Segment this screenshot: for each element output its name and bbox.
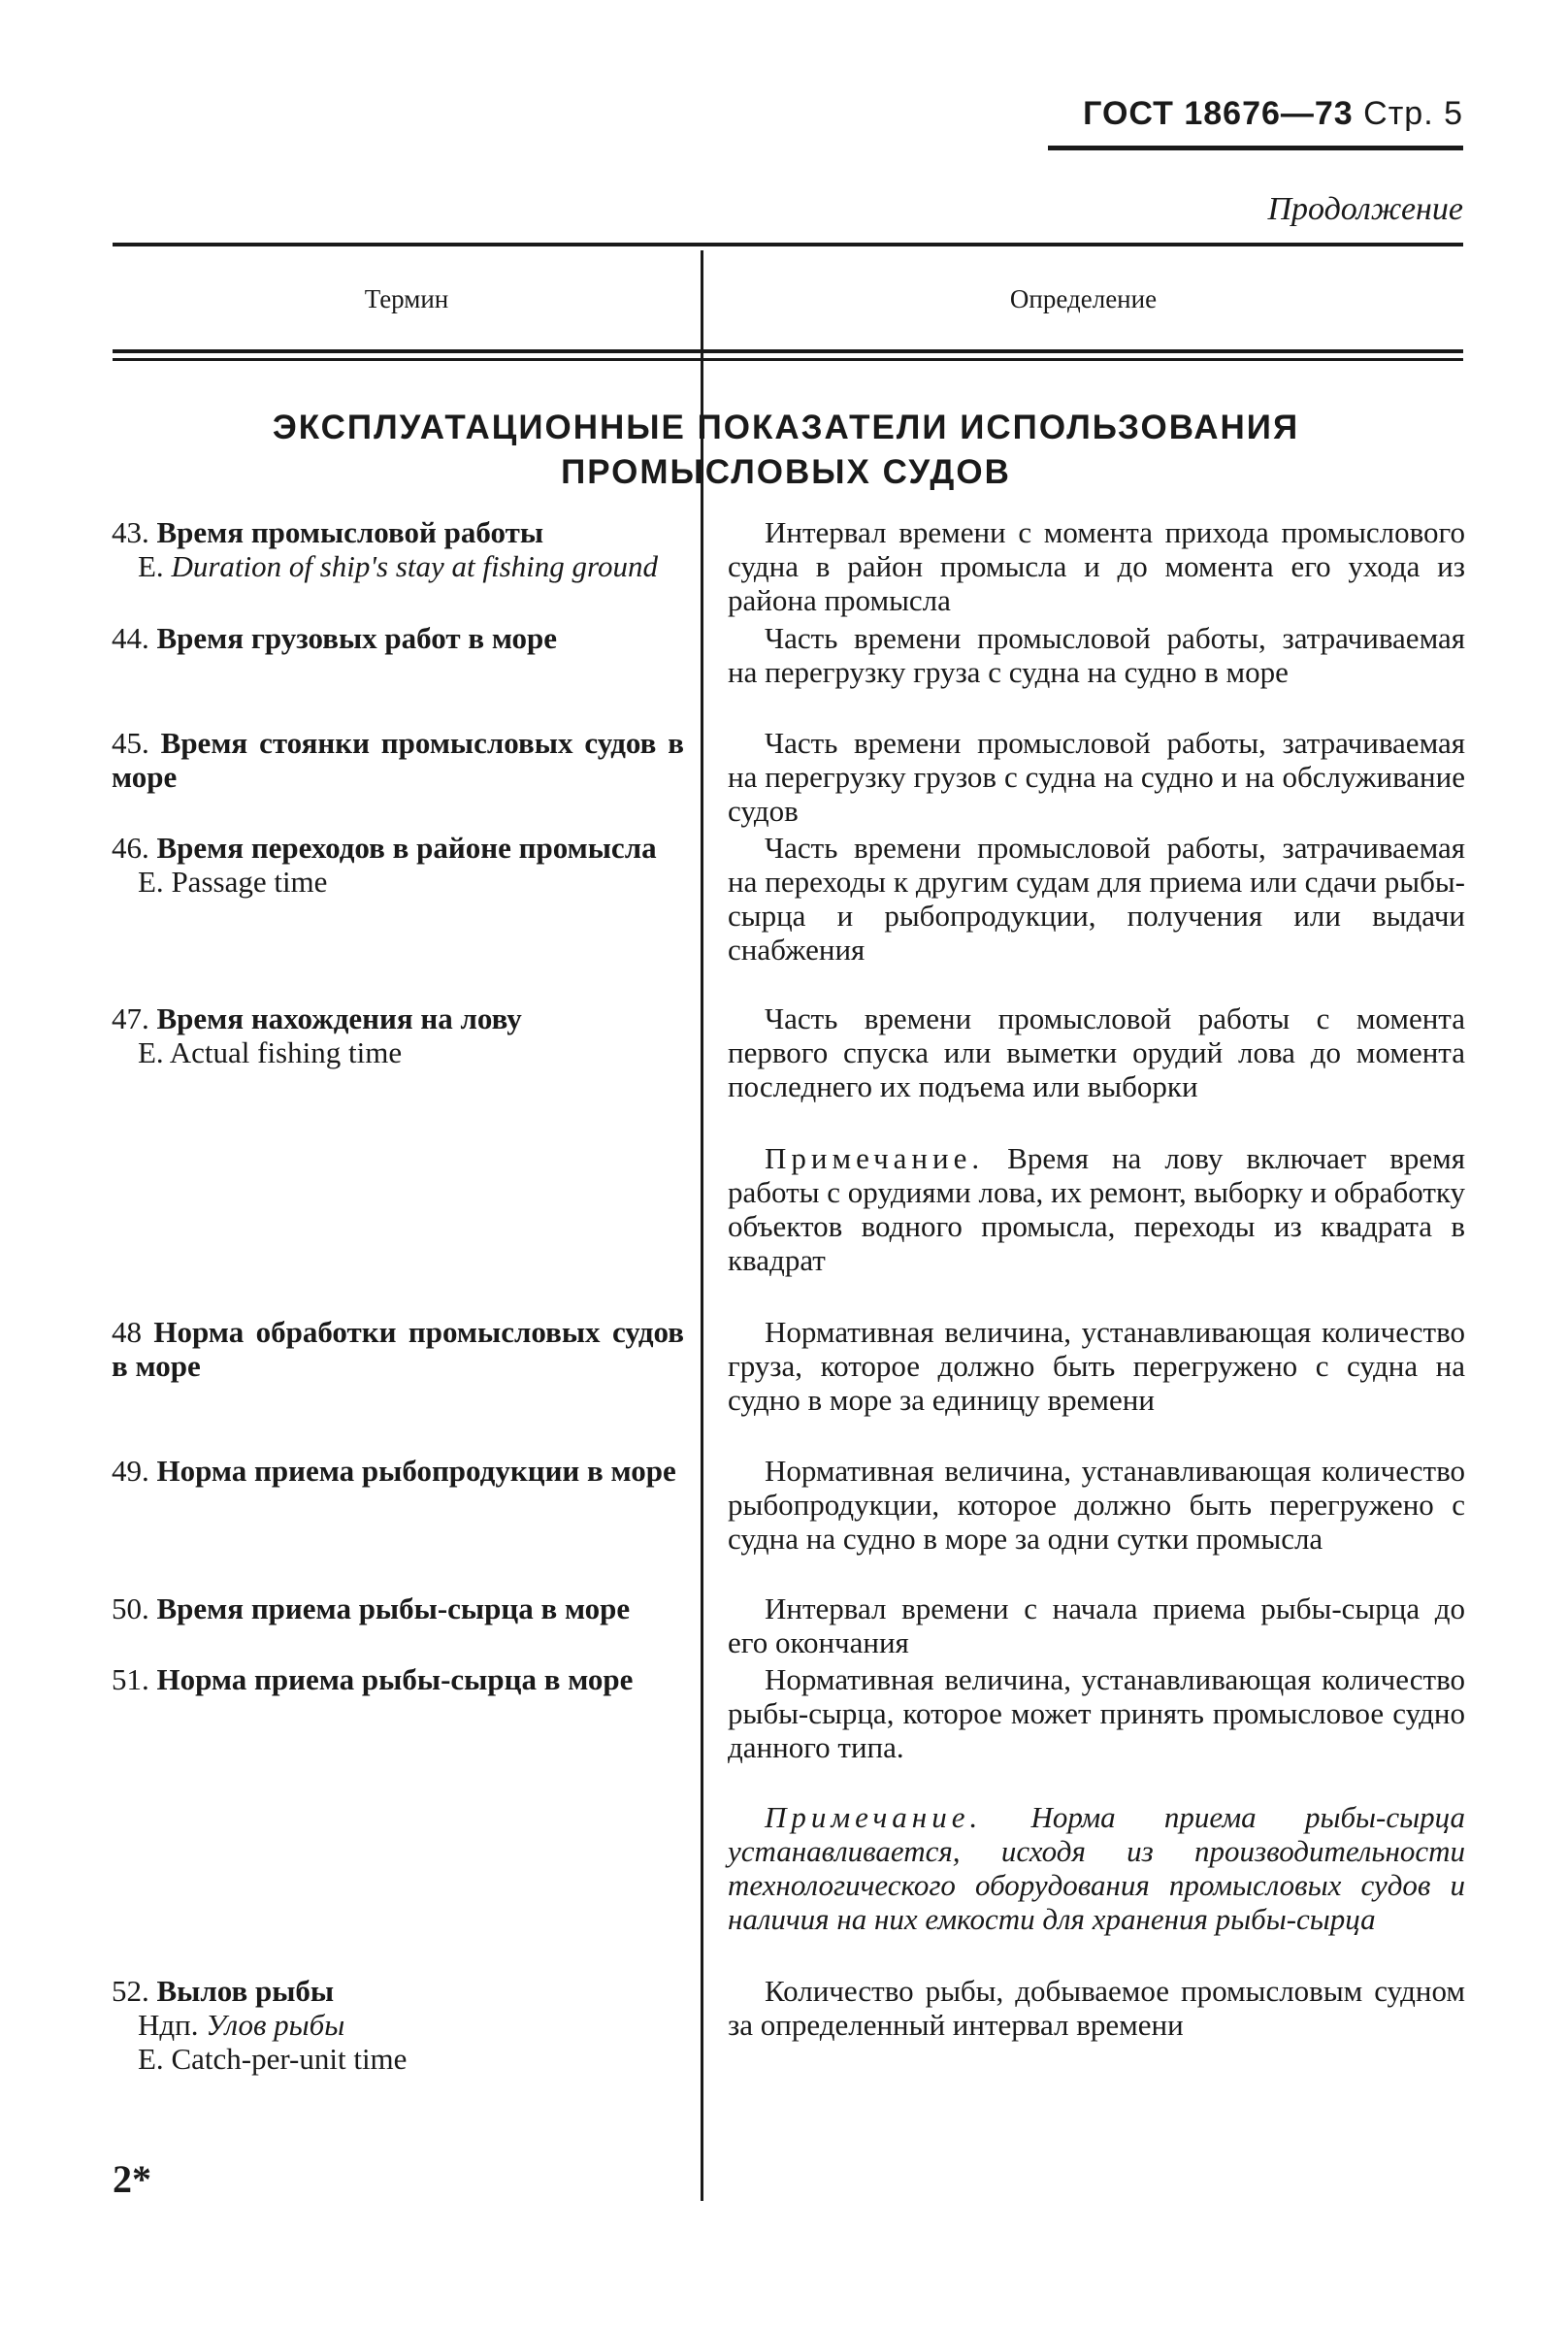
table-header-rule [113,349,1463,353]
definition-52: Количество рыбы, добываемое промысловым судном за определенный интервал времени [728,1974,1465,2042]
term-48: 48 Норма обработки промысловых судов в море [112,1315,684,1383]
term-47: 47. Время нахождения на лову E. Actual fishing time [112,1001,684,1069]
section-title: ЭКСПЛУАТАЦИОННЫЕ ПОКАЗАТЕЛИ ИСПОЛЬЗОВАНИЯ ПРОМЫСЛОВЫХ СУДОВ [272,409,1300,491]
definition-44: Часть времени промысловой работы, затрачиваемая на перегрузку груза с судна на судно в море [728,621,1465,689]
definition-47: Часть времени промысловой работы с момента первого спуска или выметки орудий лова до момента последнего их подъема или выборки [728,1001,1465,1103]
english-equivalent: E. Duration of ship's stay at fishing ground [138,549,658,583]
note-51: Примечание. Норма приема рыбы-сырца устанавливается, исходя из производительности технологического оборудования промысловых судов и наличия на них емкости для хранения рыбы-сырца [728,1800,1466,1936]
definition-48: Нормативная величина, устанавливающая количество груза, которое должно быть перегружено с судна на судно в море за единицу времени [728,1315,1465,1417]
english-equivalent: E. Catch-per-unit time [138,2042,408,2076]
term-52: 52. Вылов рыбы Ндп. Улов рыбы E. Catch-per-unit time [112,1974,684,2076]
column-header-term: Термин [364,284,449,313]
definition-45: Часть времени промысловой работы, затрачиваемая на перегрузку грузов с судна на судно и на обслуживание судов [728,726,1465,828]
term-43: 43. Время промысловой работы E. Duration of ship's stay at fishing ground [112,515,684,583]
term-46: 46. Время переходов в районе промысла E. Passage time [112,831,684,899]
table-top-rule [113,243,1463,246]
header-rule [1048,146,1463,150]
signature-mark: 2* [113,2157,151,2201]
term-44: 44. Время грузовых работ в море [112,621,558,655]
definition-50: Интервал времени с начала приема рыбы-сырца до его окончания [728,1591,1465,1659]
definition-46: Часть времени промысловой работы, затрачиваемая на переходы к другим судам для приема или сдачи рыбы-сырца и рыбопродукции, получения или выдачи снабжения [728,831,1465,967]
note-47: Примечание. Время на лову включает время работы с орудиями лова, их ремонт, выборку и обработку объектов водного промысла, переходы из квадрата в квадрат [728,1141,1465,1277]
column-header-definition: Определение [1009,284,1158,313]
term-50: 50. Время приема рыбы-сырца в море [112,1591,631,1625]
gost-number: ГОСТ 18676—73 [1083,95,1354,132]
continuation-label: Продолжение [1267,191,1463,227]
table-header-rule-double [113,358,1463,361]
column-divider [701,250,703,2201]
term-51: 51. Норма приема рыбы-сырца в море [112,1662,634,1696]
term-49: 49. Норма приема рыбопродукции в море [112,1454,676,1488]
document-code [1083,95,1463,133]
english-equivalent: E. Passage time [138,865,328,899]
definition-43: Интервал времени с момента прихода промыслового судна в район промысла и до момента его ухода из района промысла [728,515,1465,617]
term-45: 45. Время стоянки промысловых судов в море [112,726,685,794]
definition-51: Нормативная величина, устанавливающая количество рыбы-сырца, которое может принять промысловое судно данного типа. [728,1662,1465,1764]
definition-49: Нормативная величина, устанавливающая количество рыбопродукции, которое должно быть перегружено с судна на судно в море за одни сутки промысла [728,1454,1465,1556]
page-number: Стр. 5 [1363,95,1463,132]
deprecated-term: Ндп. Улов рыбы [138,2008,345,2042]
english-equivalent: E. Actual fishing time [138,1035,403,1069]
